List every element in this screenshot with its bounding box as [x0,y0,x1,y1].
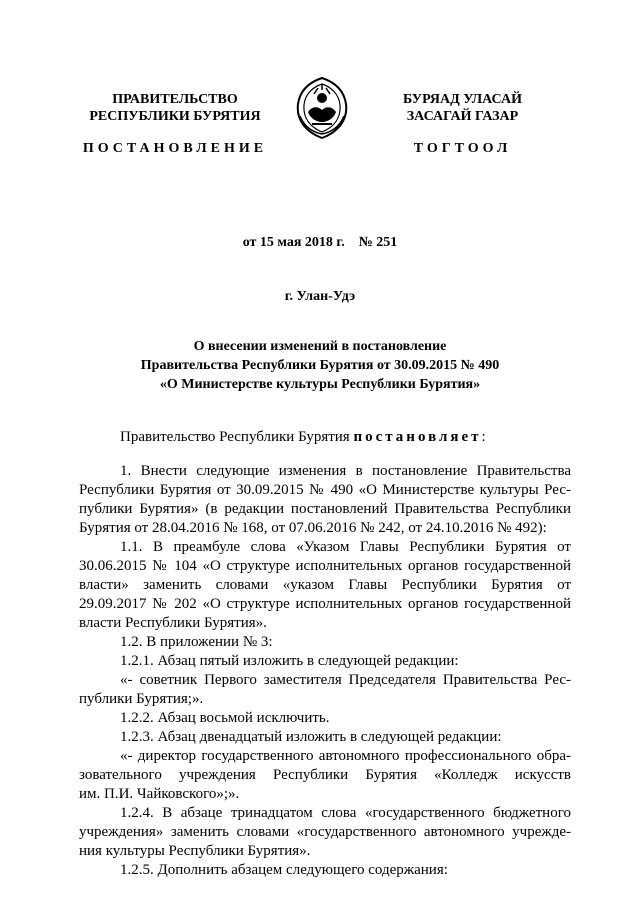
body-line-13: публики Бурятия;». [79,691,204,707]
government-name-ru-line1: ПРАВИТЕЛЬСТВО [112,92,238,107]
intro-suffix: : [481,429,486,445]
title-line-1: О внесении изменений в постановление [193,339,447,354]
body-line-9: власти Республики Бурятия». [79,615,267,631]
intro-paragraph [79,428,571,447]
body-line-22: 1.2.5. Дополнить абзацем следующего содержания: [120,862,448,878]
body-line-11: 1.2.1. Абзац пятый изложить в следующей редакции: [120,653,459,669]
intro-prefix: Правительство Республики Бурятия [120,429,354,445]
title-line-3: «О Министерстве культуры Республики Бурятия» [159,377,481,392]
government-name-bua [370,91,555,125]
coat-of-arms-emblem [294,76,350,140]
body-line-15: 1.2.3. Абзац двенадцатый изложить в следующей редакции: [120,729,502,745]
body-line-16: «- директор государственного автономного профессионального обра- [120,748,571,764]
body-line-18: им. П.И. Чайковского»;». [79,786,240,802]
body-line-19: 1.2.4. В абзаце тринадцатом слова «государственного бюджетного [120,805,571,821]
government-name-ru-line2: РЕСПУБЛИКИ БУРЯТИЯ [89,109,261,124]
body-line-14: 1.2.2. Абзац восьмой исключить. [120,710,330,726]
body-line-10: 1.2. В приложении № 3: [120,634,273,650]
body-line-5: 1.1. В преамбуле слова «Указом Главы Республики Бурятия от [120,539,571,555]
body-line-17: зовательного учреждения Республики Бурятия «Колледж искусств [79,767,571,783]
government-name-bua-line2: ЗАСАГАЙ ГАЗАР [406,109,519,124]
document-date-number: от 15 мая 2018 г. № 251 [242,235,398,250]
government-name-ru [75,91,275,125]
body-line-7: власти» заменить словами «указом Главы Республики Бурятия от [79,577,571,593]
body-line-4: Бурятия от 28.04.2016 № 168, от 07.06.2016 № 242, от 24.10.2016 № 492): [79,520,547,536]
body-line-20: учреждения» заменить словами «государственного автономного учрежде- [79,824,571,840]
intro-emphasis: постановляет [353,429,482,445]
doc-type-bua: ТОГТООЛ [413,141,512,156]
body-line-6: 30.06.2015 № 104 «О структуре исполнительных органов государственной [79,558,571,574]
body-line-21: ния культуры Республики Бурятия». [79,843,311,859]
government-name-bua-line1: БУРЯАД УЛАСАЙ [403,92,522,107]
document-city: г. Улан-Удэ [284,289,356,304]
title-line-2: Правительства Республики Бурятия от 30.09.2015 № 490 [140,358,500,373]
document-title [0,337,640,394]
body-line-2: Республики Бурятия от 30.09.2015 № 490 «О Министерстве культуры Рес- [79,482,571,498]
body-line-8: 29.09.2017 № 202 «О структуре исполнительных органов государственной [79,596,571,612]
body-line-3: публики Бурятия» (в редакции постановлений Правительства Республики [79,501,571,517]
body-line-12: «- советник Первого заместителя Председателя Правительства Рес- [120,672,571,688]
body-line-1: 1. Внести следующие изменения в постановление Правительства [120,463,571,479]
doc-type-ru: ПОСТАНОВЛЕНИЕ [82,141,268,156]
